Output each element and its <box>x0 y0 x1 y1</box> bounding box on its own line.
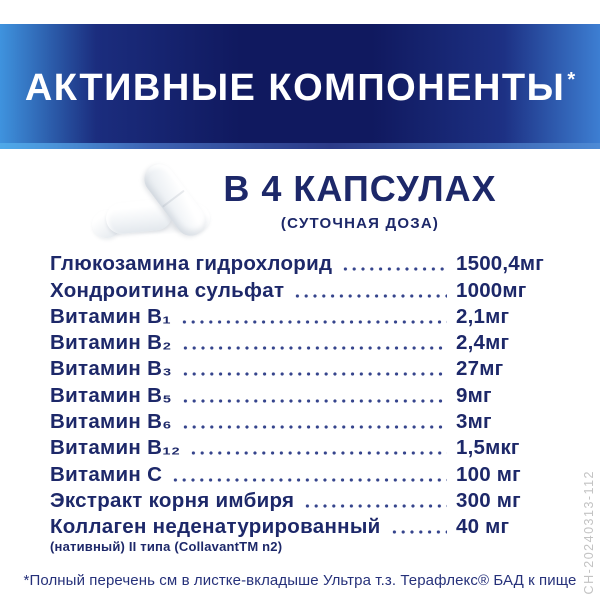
dotted-leader <box>390 530 447 534</box>
dotted-leader <box>181 399 447 403</box>
ingredient-row <box>50 329 548 355</box>
ingredient-subnote: (нативный) II типа (CollavantTM n2) <box>50 539 283 555</box>
ingredient-row <box>50 276 548 302</box>
ingredient-value: 1000мг <box>456 278 527 302</box>
ingredient-value: 1500,4мг <box>456 252 545 276</box>
dotted-leader <box>180 320 447 324</box>
ingredient-name: Экстракт корня имбиря <box>50 488 295 512</box>
ingredient-value: 300 мг <box>456 488 521 512</box>
ingredient-name: Витамин В₁₂ <box>50 436 181 460</box>
dotted-leader <box>189 451 447 455</box>
ingredient-name: Глюкозамина гидрохлорид <box>50 252 333 276</box>
capsules-icon <box>90 165 215 243</box>
dose-title: В 4 КАПСУЛАХ <box>223 168 497 209</box>
dotted-leader <box>171 478 447 482</box>
ingredient-row <box>50 355 548 381</box>
ingredient-value: 9мг <box>456 383 492 407</box>
ingredient-row <box>50 408 548 434</box>
dose-heading <box>215 168 505 232</box>
ingredient-name: Витамин В₅ <box>50 383 172 407</box>
ingredients-list <box>50 250 548 554</box>
ingredient-value: 1,5мкг <box>456 436 520 460</box>
dotted-leader <box>293 294 447 298</box>
ingredient-row <box>50 250 548 276</box>
ingredient-value: 100 мг <box>456 462 521 486</box>
ingredient-name: Хондроитина сульфат <box>50 278 285 302</box>
side-code: CH-20240313-112 <box>582 469 596 594</box>
ingredient-row <box>50 381 548 407</box>
ingredient-name: Витамин С <box>50 462 163 486</box>
ingredient-value: 27мг <box>456 357 504 381</box>
dotted-leader <box>181 346 447 350</box>
ingredient-value: 2,4мг <box>456 331 510 355</box>
ingredient-row <box>50 434 548 460</box>
dose-subtitle: (СУТОЧНАЯ ДОЗА) <box>280 215 440 232</box>
ingredient-value: 2,1мг <box>456 304 510 328</box>
page-title-text: АКТИВНЫЕ КОМПОНЕНТЫ <box>24 67 566 109</box>
ingredient-value: 40 мг <box>456 515 510 539</box>
dotted-leader <box>303 504 447 508</box>
page-title <box>25 63 575 110</box>
ingredient-name: Витамин В₁ <box>50 304 171 328</box>
ingredient-row <box>50 487 548 513</box>
ingredient-row <box>50 460 548 486</box>
ingredient-row <box>50 303 548 329</box>
dotted-leader <box>341 267 447 271</box>
ingredient-name: Витамин В₃ <box>50 357 172 381</box>
ingredient-name: Витамин В₆ <box>50 410 172 434</box>
asterisk-mark: * <box>567 69 576 91</box>
ingredient-name: Коллаген неденатурированный <box>50 515 381 539</box>
ingredient-value: 3мг <box>456 410 492 434</box>
header-band <box>0 24 600 149</box>
dotted-leader <box>181 425 447 429</box>
ingredient-row <box>50 513 548 554</box>
footnote: *Полный перечень см в листке-вкладыше Ультра т.з. Терафлекс® БАД к пище <box>23 572 577 589</box>
dotted-leader <box>181 372 447 376</box>
ingredient-name: Витамин В₂ <box>50 331 172 355</box>
